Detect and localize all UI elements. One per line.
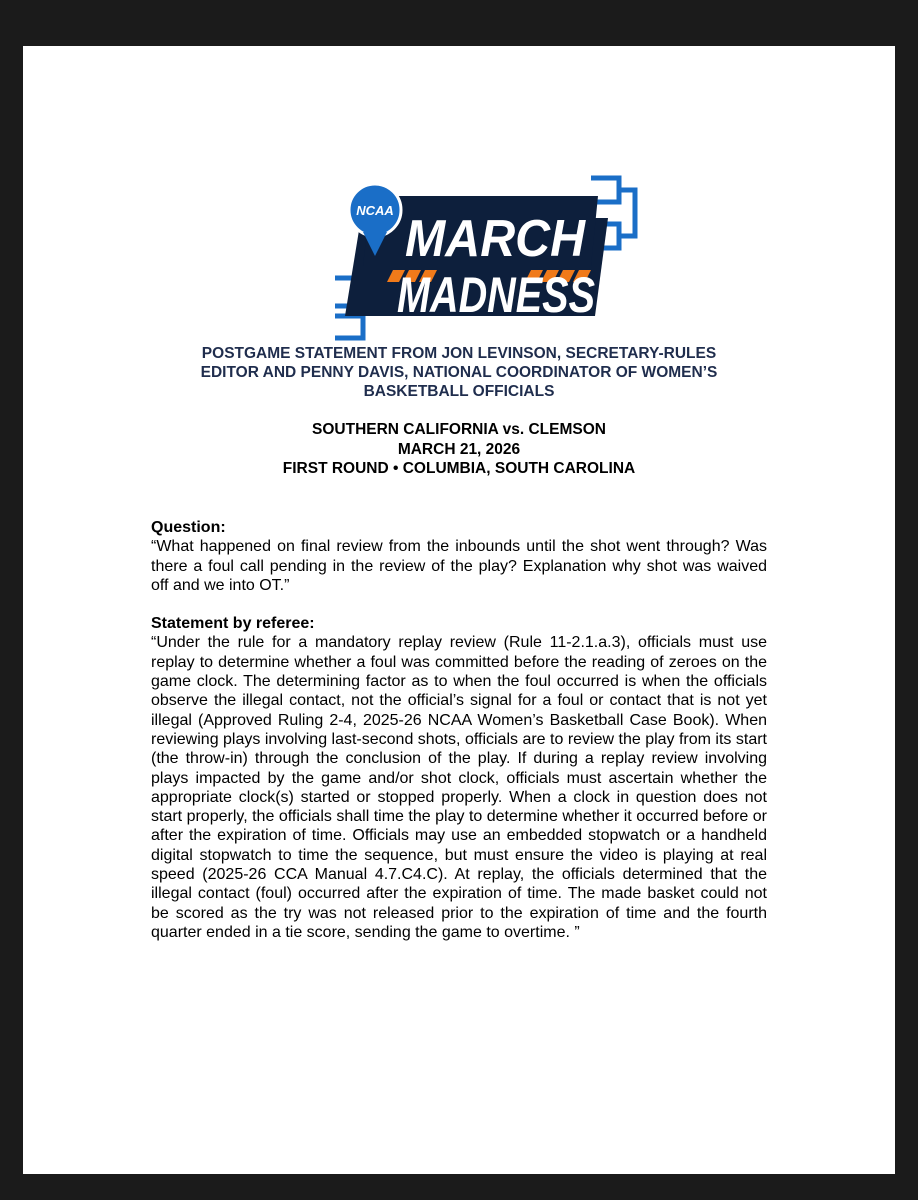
round-location: FIRST ROUND • COLUMBIA, SOUTH CAROLINA bbox=[282, 460, 636, 477]
section-spacer bbox=[151, 595, 767, 614]
statement-text: “Under the rule for a mandatory replay review (Rule 11-2.1.a.3), officials must use replay to determine whether a foul was committed before the reading of zeroes on the game clock. The determining factor as to when the foul occurred is when the officials observe the illegal contact, not the official’s signal for a foul or contact that is not yet illegal (Approved Ruling 2-4, 2025-26 NCAA Women’s Basketball Case Book). When reviewing plays involving last-second shots, officials are to review the play from its start (the throw-in) through the conclusion of the play. If during a replay review involving plays impacted by the game and/or shot clock, officials must ascertain whether the appropriate clock(s) started or stopped properly. When a clock in question does not start properly, the officials shall time the play to determine whether it occurred before or after the expiration of time. Officials may use an embedded stopwatch or a handheld digital stopwatch to time the sequence, but must ensure the video is playing at real speed (2025-26 CCA Manual 4.7.C4.C). At replay, the officials determined that the illegal contact (foul) occurred after the expiration of time. The made basket could not be scored as the try was not released prior to the expiration of time and the fourth quarter ended in a tie score, sending the game to overtime. ” bbox=[151, 634, 767, 941]
logo-word-march: MARCH bbox=[405, 210, 587, 268]
question-text: “What happened on final review from the inbounds until the shot went through? Was there a foul call pending in the review of the play? Explanation why shot was waived off and we into OT.” bbox=[151, 538, 767, 594]
game-date: MARCH 21, 2026 bbox=[397, 440, 521, 458]
title-line-2: EDITOR AND PENNY DAVIS, NATIONAL COORDINATOR OF WOMEN’S bbox=[200, 364, 718, 381]
matchup: SOUTHERN CALIFORNIA vs. CLEMSON bbox=[312, 421, 606, 438]
document-page bbox=[23, 46, 895, 1174]
game-info bbox=[143, 420, 775, 479]
statement-title bbox=[143, 344, 775, 401]
question-label: Question: bbox=[151, 519, 226, 536]
title-line-3: BASKETBALL OFFICIALS bbox=[363, 383, 555, 400]
title-line-1: POSTGAME STATEMENT FROM JON LEVINSON, SECRETARY-RULES bbox=[201, 345, 717, 362]
statement-body bbox=[151, 518, 767, 942]
ncaa-badge-text: NCAA bbox=[356, 203, 394, 218]
march-madness-logo bbox=[323, 166, 638, 346]
statement-label: Statement by referee: bbox=[151, 615, 315, 633]
logo-word-madness: MADNESS bbox=[397, 267, 595, 323]
